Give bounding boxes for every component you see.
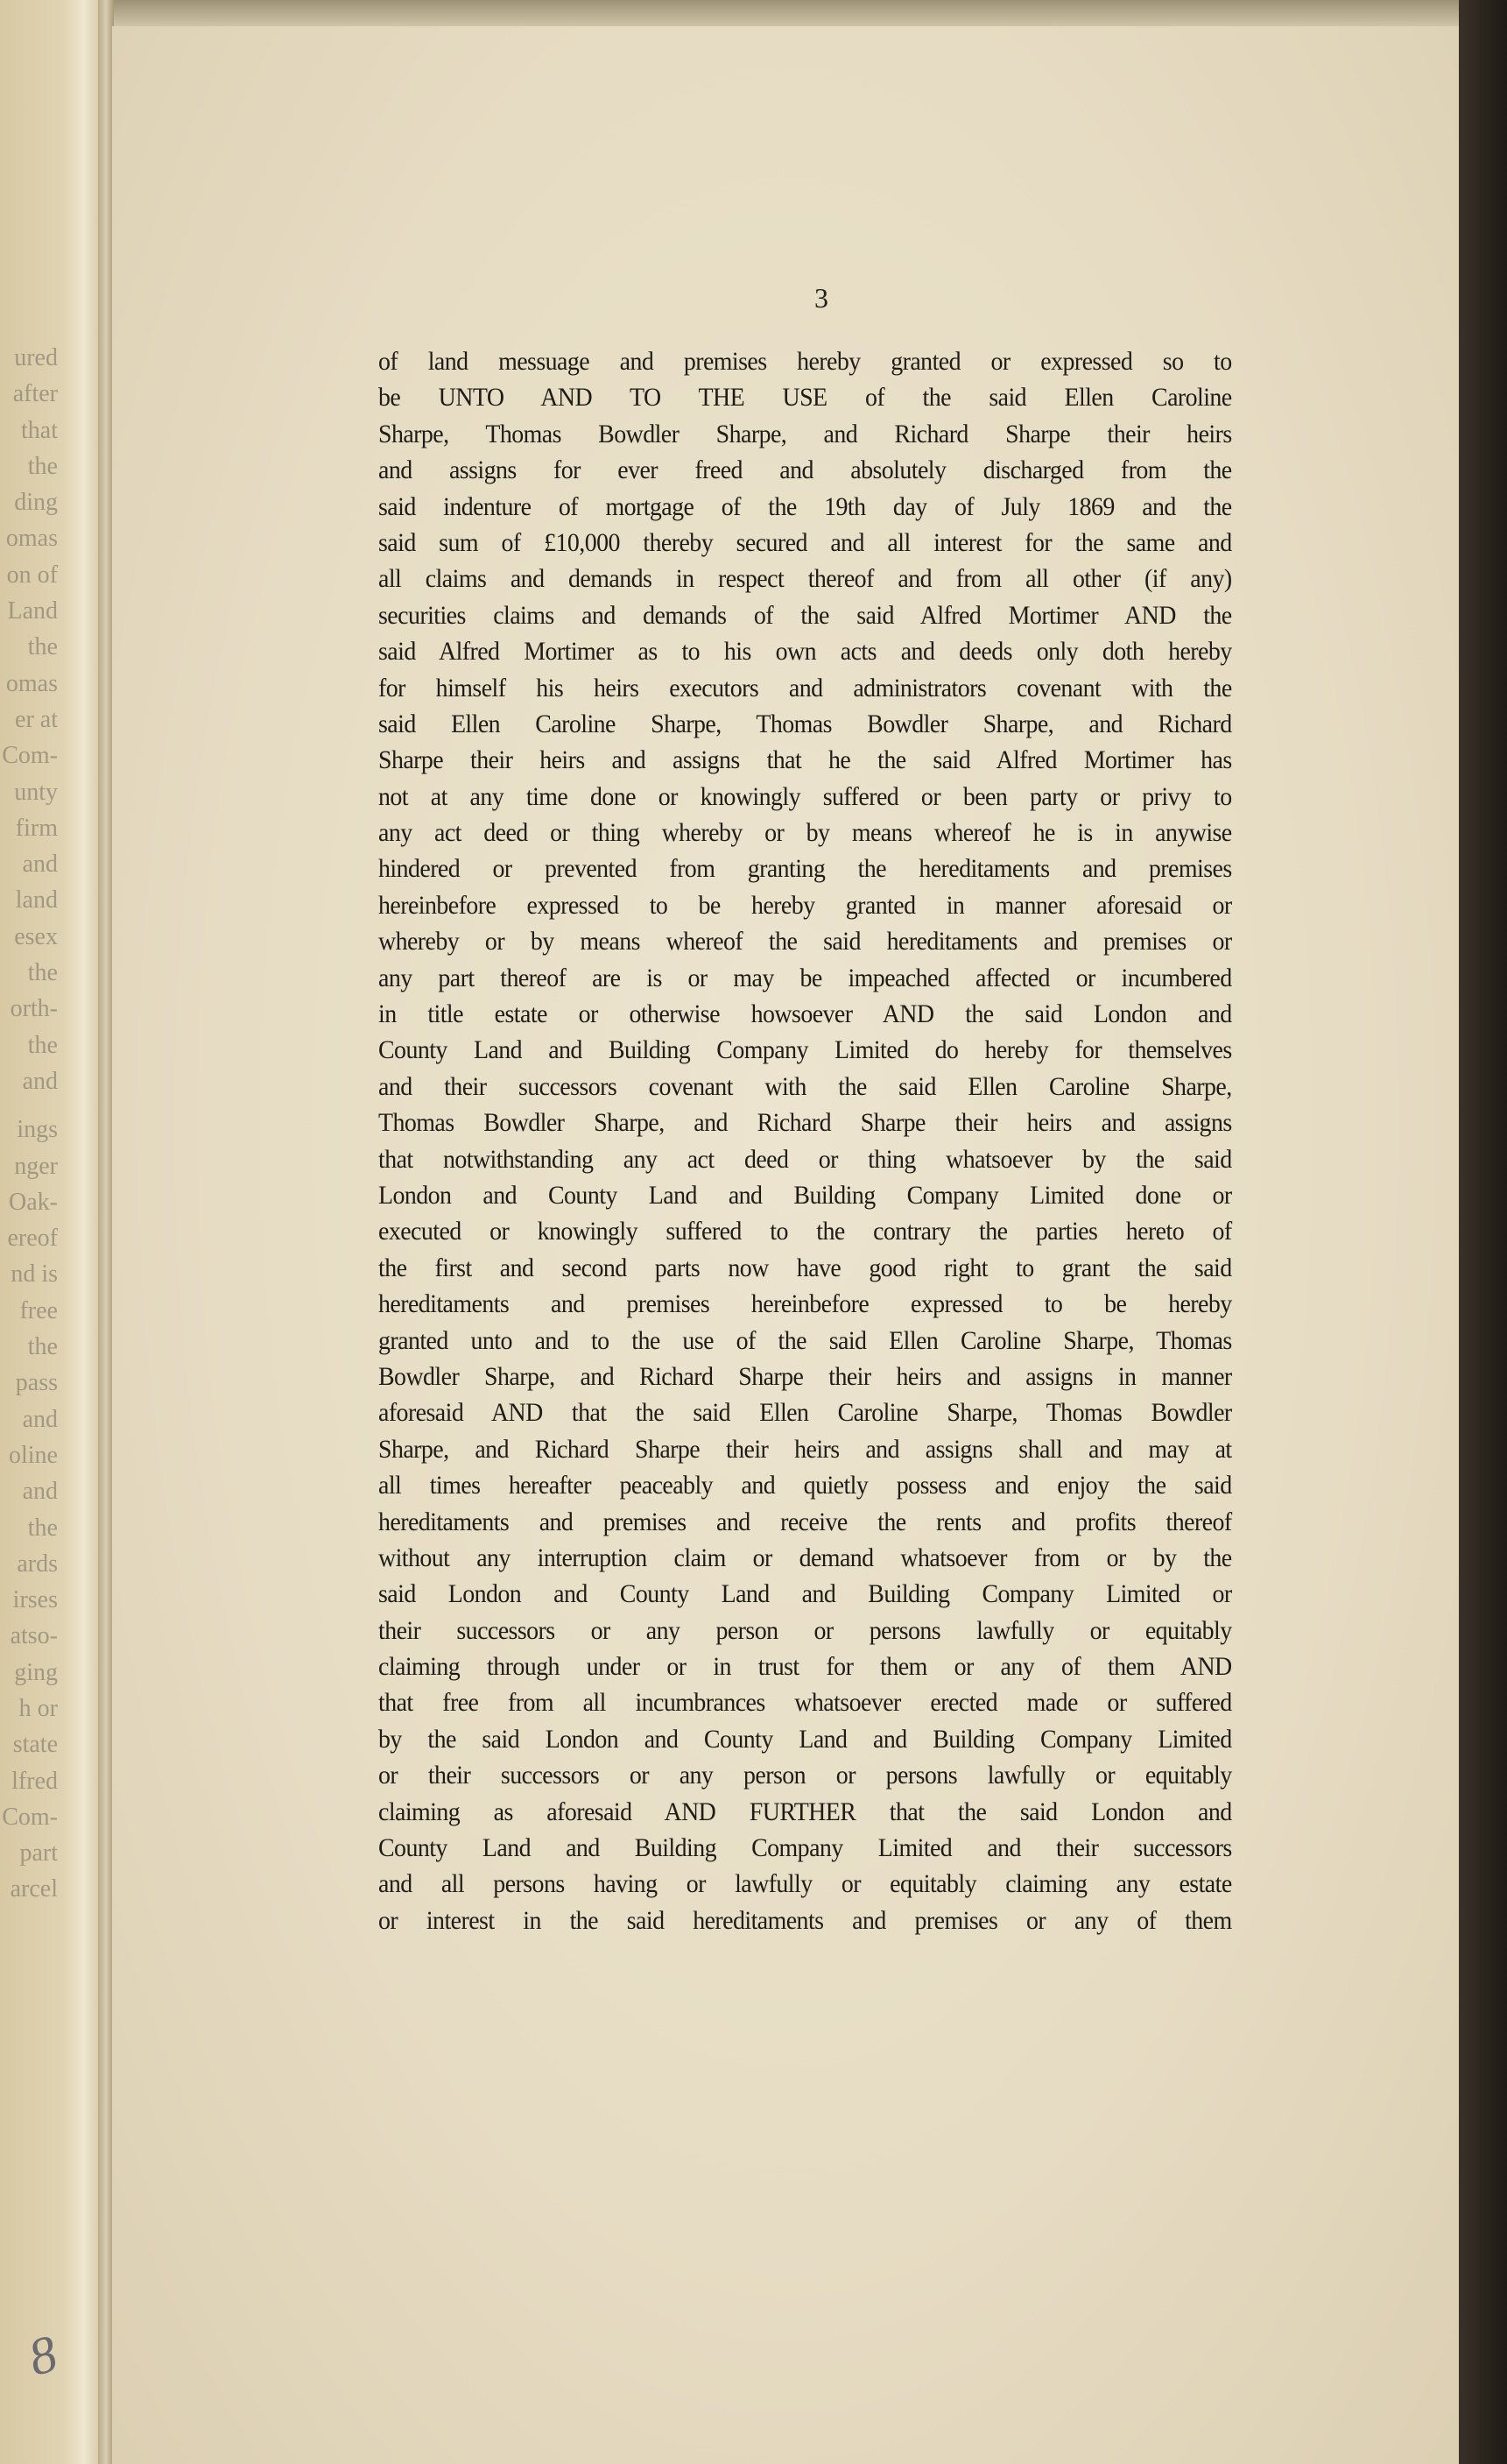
previous-page-fragment: that <box>21 416 58 444</box>
text-line: executed or knowingly suffered to the contrary the parties hereto of <box>378 1217 1232 1246</box>
text-line: in title estate or otherwise howsoever AND the said London and <box>378 999 1232 1029</box>
previous-page-fragment: and <box>22 1478 58 1506</box>
text-line: securities claims and demands of the said Alfred Mortimer AND the <box>378 600 1232 630</box>
text-line: all claims and demands in respect thereof and from all other (if any) <box>378 564 1232 594</box>
previous-page-fragment: unty <box>14 778 58 806</box>
previous-page-fragment: the <box>27 633 58 661</box>
previous-page-fragment: lfred <box>11 1767 58 1795</box>
text-line: said Ellen Caroline Sharpe, Thomas Bowdler Sharpe, and Richard <box>378 709 1232 738</box>
body-text <box>378 343 1232 1938</box>
text-line: all times hereafter peaceably and quietly possess and enjoy the said <box>378 1471 1232 1500</box>
previous-page-text <box>0 340 58 1908</box>
text-line: Sharpe their heirs and assigns that he the said Alfred Mortimer has <box>378 745 1232 775</box>
text-line: whereby or by means whereof the said hereditaments and premises or <box>378 927 1232 957</box>
previous-page-fragment: after <box>12 380 58 408</box>
text-line: that notwithstanding any act deed or thing whatsoever by the said <box>378 1144 1232 1174</box>
text-line: said sum of £10,000 thereby secured and all interest for the same and <box>378 527 1232 557</box>
previous-page-fragment: the <box>27 959 58 987</box>
previous-page-fragment: the <box>27 1333 58 1361</box>
text-line: hereditaments and premises hereinbefore expressed to be hereby <box>378 1289 1232 1319</box>
text-line: their successors or any person or persons lawfully or equitably <box>378 1615 1232 1645</box>
previous-page-fragment: nger <box>14 1152 58 1180</box>
previous-page-fragment: atso- <box>10 1622 58 1650</box>
text-line: by the said London and County Land and Building Company Limited <box>378 1724 1232 1754</box>
text-line: without any interruption claim or demand whatsoever from or by the <box>378 1543 1232 1572</box>
book-cover-edge <box>1459 0 1507 2464</box>
previous-page-fragment: ings <box>17 1116 58 1144</box>
previous-page-fragment: Land <box>7 597 58 625</box>
previous-page-fragment: firm <box>15 814 58 842</box>
previous-page-fragment: h or <box>18 1694 58 1722</box>
text-line: claiming as aforesaid AND FURTHER that the said London and <box>378 1797 1232 1826</box>
previous-page-fragment: omas <box>5 525 58 553</box>
text-line: or their successors or any person or persons lawfully or equitably <box>378 1761 1232 1790</box>
previous-page-fragment: ards <box>17 1550 58 1578</box>
previous-page-fragment: irses <box>12 1586 58 1614</box>
text-line: London and County Land and Building Company Limited done or <box>378 1180 1232 1210</box>
text-line: Sharpe, Thomas Bowdler Sharpe, and Richard Sharpe their heirs <box>378 419 1232 448</box>
text-line: not at any time done or knowingly suffered or been party or privy to <box>378 781 1232 811</box>
text-line: granted unto and to the use of the said Ellen Caroline Sharpe, Thomas <box>378 1325 1232 1355</box>
text-line: and all persons having or lawfully or equitably claiming any estate <box>378 1869 1232 1899</box>
text-line: said indenture of mortgage of the 19th day of July 1869 and the <box>378 491 1232 521</box>
previous-page-fragment: ereof <box>7 1225 58 1253</box>
previous-page-fragment: the <box>27 1514 58 1542</box>
previous-page-fragment: Com- <box>2 1803 58 1831</box>
previous-page-fragment: ured <box>14 344 58 371</box>
previous-page-fragment: pass <box>15 1369 58 1397</box>
previous-page-fragment: orth- <box>10 995 58 1023</box>
previous-page-fragment: part <box>19 1839 58 1867</box>
previous-page-fragment: ging <box>14 1658 58 1686</box>
previous-page-fragment: esex <box>14 922 58 950</box>
text-line: be UNTO AND TO THE USE of the said Ellen Caroline <box>378 383 1232 413</box>
text-line: claiming through under or in trust for them or any of them AND <box>378 1652 1232 1682</box>
text-line: Bowdler Sharpe, and Richard Sharpe their heirs and assigns in manner <box>378 1361 1232 1391</box>
previous-page-fragment: and <box>22 1405 58 1433</box>
previous-page-fragment: land <box>15 886 58 914</box>
previous-page-fragment: oline <box>9 1441 58 1469</box>
previous-page-fragment: er at <box>15 705 58 733</box>
previous-page-fragment: the <box>27 1031 58 1059</box>
text-line: for himself his heirs executors and administrators covenant with the <box>378 673 1232 702</box>
previous-page-fragment: the <box>27 452 58 480</box>
previous-page-fragment: ding <box>14 489 58 517</box>
text-line: hereinbefore expressed to be hereby granted in manner aforesaid or <box>378 890 1232 920</box>
text-line: aforesaid AND that the said Ellen Caroline Sharpe, Thomas Bowdler <box>378 1398 1232 1428</box>
previous-page-fragment: and <box>22 851 58 879</box>
page-number: 3 <box>814 282 828 314</box>
previous-page-fragment: Oak- <box>9 1188 58 1216</box>
text-line: hindered or prevented from granting the hereditaments and premises <box>378 854 1232 884</box>
text-line: said Alfred Mortimer as to his own acts and deeds only doth hereby <box>378 637 1232 667</box>
text-line: Thomas Bowdler Sharpe, and Richard Sharpe their heirs and assigns <box>378 1108 1232 1138</box>
previous-page-fragment: omas <box>5 669 58 697</box>
previous-page-fragment: and <box>22 1067 58 1095</box>
previous-page-fragment: on of <box>6 561 58 589</box>
text-line: any act deed or thing whereby or by means whereof he is in anywise <box>378 818 1232 848</box>
previous-page-fragment: free <box>19 1296 58 1324</box>
text-line: any part thereof are is or may be impeached affected or incumbered <box>378 963 1232 992</box>
text-line: and their successors covenant with the said Ellen Caroline Sharpe, <box>378 1071 1232 1101</box>
text-line: County Land and Building Company Limited and their successors <box>378 1833 1232 1863</box>
previous-page-edge <box>0 0 105 2464</box>
text-line: Sharpe, and Richard Sharpe their heirs and assigns shall and may at <box>378 1434 1232 1464</box>
text-line: and assigns for ever freed and absolutely discharged from the <box>378 455 1232 485</box>
text-line: of land messuage and premises hereby granted or expressed so to <box>378 347 1232 376</box>
previous-page-fragment: nd is <box>11 1260 58 1288</box>
text-line: hereditaments and premises and receive the rents and profits thereof <box>378 1507 1232 1536</box>
pencil-mark: 8 <box>22 2324 63 2387</box>
text-line: or interest in the said hereditaments and premises or any of them <box>378 1905 1232 1935</box>
text-line: the first and second parts now have good right to grant the said <box>378 1253 1232 1282</box>
page-top-edge <box>105 0 1471 28</box>
text-line: said London and County Land and Building Company Limited or <box>378 1579 1232 1609</box>
previous-page-fragment: state <box>12 1731 58 1759</box>
previous-page-fragment: Com- <box>2 742 58 770</box>
text-line: County Land and Building Company Limited do hereby for themselves <box>378 1035 1232 1065</box>
previous-page-fragment: arcel <box>10 1875 58 1903</box>
text-line: that free from all incumbrances whatsoever erected made or suffered <box>378 1688 1232 1718</box>
